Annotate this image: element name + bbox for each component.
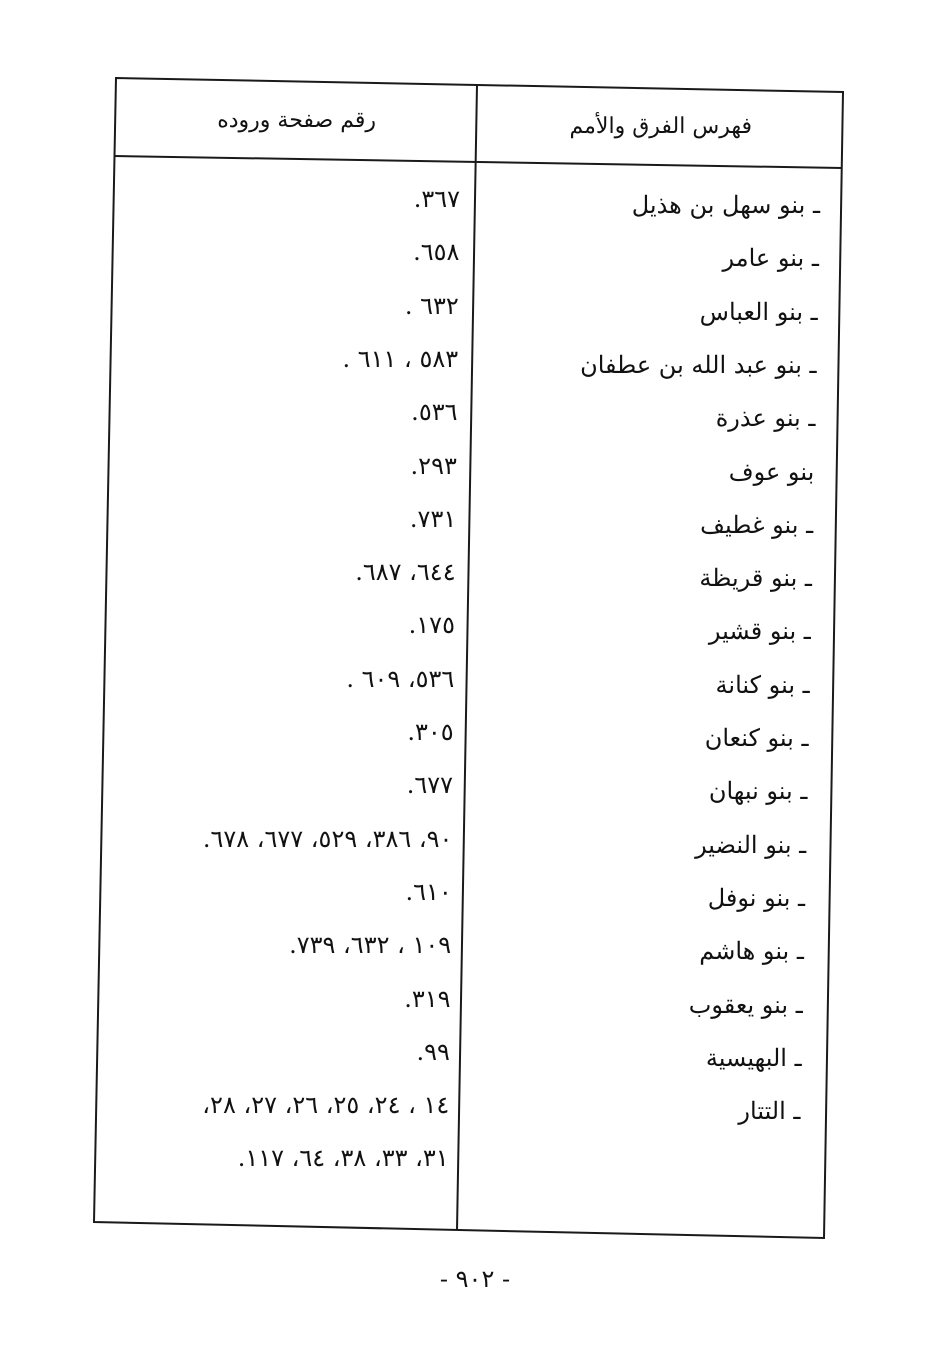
- index-entry-name: ـ بنو كنعان: [704, 724, 809, 752]
- index-entry-pages: ٢٩٣.: [410, 451, 457, 480]
- header-pages: رقم صفحة وروده: [217, 108, 376, 133]
- index-entry-pages: ٦١٠.: [405, 877, 452, 906]
- index-entry-name: ـ البهيسية: [705, 1043, 802, 1072]
- index-entry-name: ـ بنو كنانة: [715, 670, 810, 699]
- index-entry-name: ـ بنو يعقوب: [688, 990, 803, 1019]
- index-entry-name: ـ بنو عامر: [722, 244, 819, 273]
- index-entry-pages: ١٠٩ ، ٦٣٢، ٧٣٩.: [289, 931, 452, 960]
- index-entry-pages: ٥٣٦، ٦٠٩ .: [346, 664, 455, 693]
- index-entry-pages: ٦٣٢ .: [404, 291, 459, 320]
- header-names: فهرس الفرق والأمم: [569, 114, 752, 139]
- index-entry-pages: ٥٣٦.: [411, 398, 458, 427]
- index-entry-name: ـ بنو عبد الله بن عطفان: [580, 350, 817, 379]
- index-entry-pages: ٥٨٣ ، ٦١١ .: [342, 344, 459, 373]
- index-entry-pages: ٣٠٥.: [407, 718, 454, 746]
- index-entry-name: ـ بنو عذرة: [715, 404, 816, 433]
- index-entry-pages: ٦٧٧.: [406, 771, 454, 800]
- index-entry-name: ـ بنو قشير: [708, 617, 811, 646]
- index-entry-pages: ٩٩.: [416, 1037, 450, 1066]
- index-entry-name: ـ بنو نوفل: [707, 883, 806, 912]
- index-entry-pages: ٦٥٨.: [413, 238, 460, 267]
- index-entry-name: ـ بنو غطيف: [700, 510, 814, 539]
- column-divider: [457, 85, 477, 1230]
- index-entry-pages: ١٧٥.: [408, 611, 455, 640]
- index-entry-name: ـ بنو العباس: [699, 297, 818, 326]
- index-entry-pages: ٩٠، ٣٨٦، ٥٢٩، ٦٧٧، ٦٧٨.: [202, 824, 453, 853]
- index-entry-name: ـ التتار: [738, 1097, 801, 1126]
- index-entry-name: ـ بنو هاشم: [699, 937, 804, 966]
- index-entry-pages: ٦٤٤، ٦٨٧.: [355, 558, 456, 587]
- index-entry-name: ـ بنو سهل بن هذيل: [631, 191, 820, 219]
- index-entry-pages: ٣٦٧.: [413, 185, 460, 213]
- index-entry-name: ـ بنو النضير: [695, 830, 807, 859]
- index-entry-name: بنو عوف: [728, 457, 815, 486]
- index-entry-pages: ١٤ ، ٢٤، ٢٥، ٢٦، ٢٧، ٢٨،: [202, 1091, 450, 1120]
- index-entry-pages: ٣١٩.: [404, 984, 451, 1013]
- index-entry-name: ـ بنو نبهان: [708, 777, 808, 806]
- index-entry-name: ـ بنو قريظة: [699, 564, 812, 593]
- header-divider: [114, 156, 842, 168]
- index-entry-pages: ٣١، ٣٣، ٣٨، ٦٤، ١١٧.: [237, 1144, 449, 1173]
- index-entry-pages: ٧٣١.: [409, 504, 457, 533]
- page-number: - ٩٠٢ -: [439, 1265, 511, 1293]
